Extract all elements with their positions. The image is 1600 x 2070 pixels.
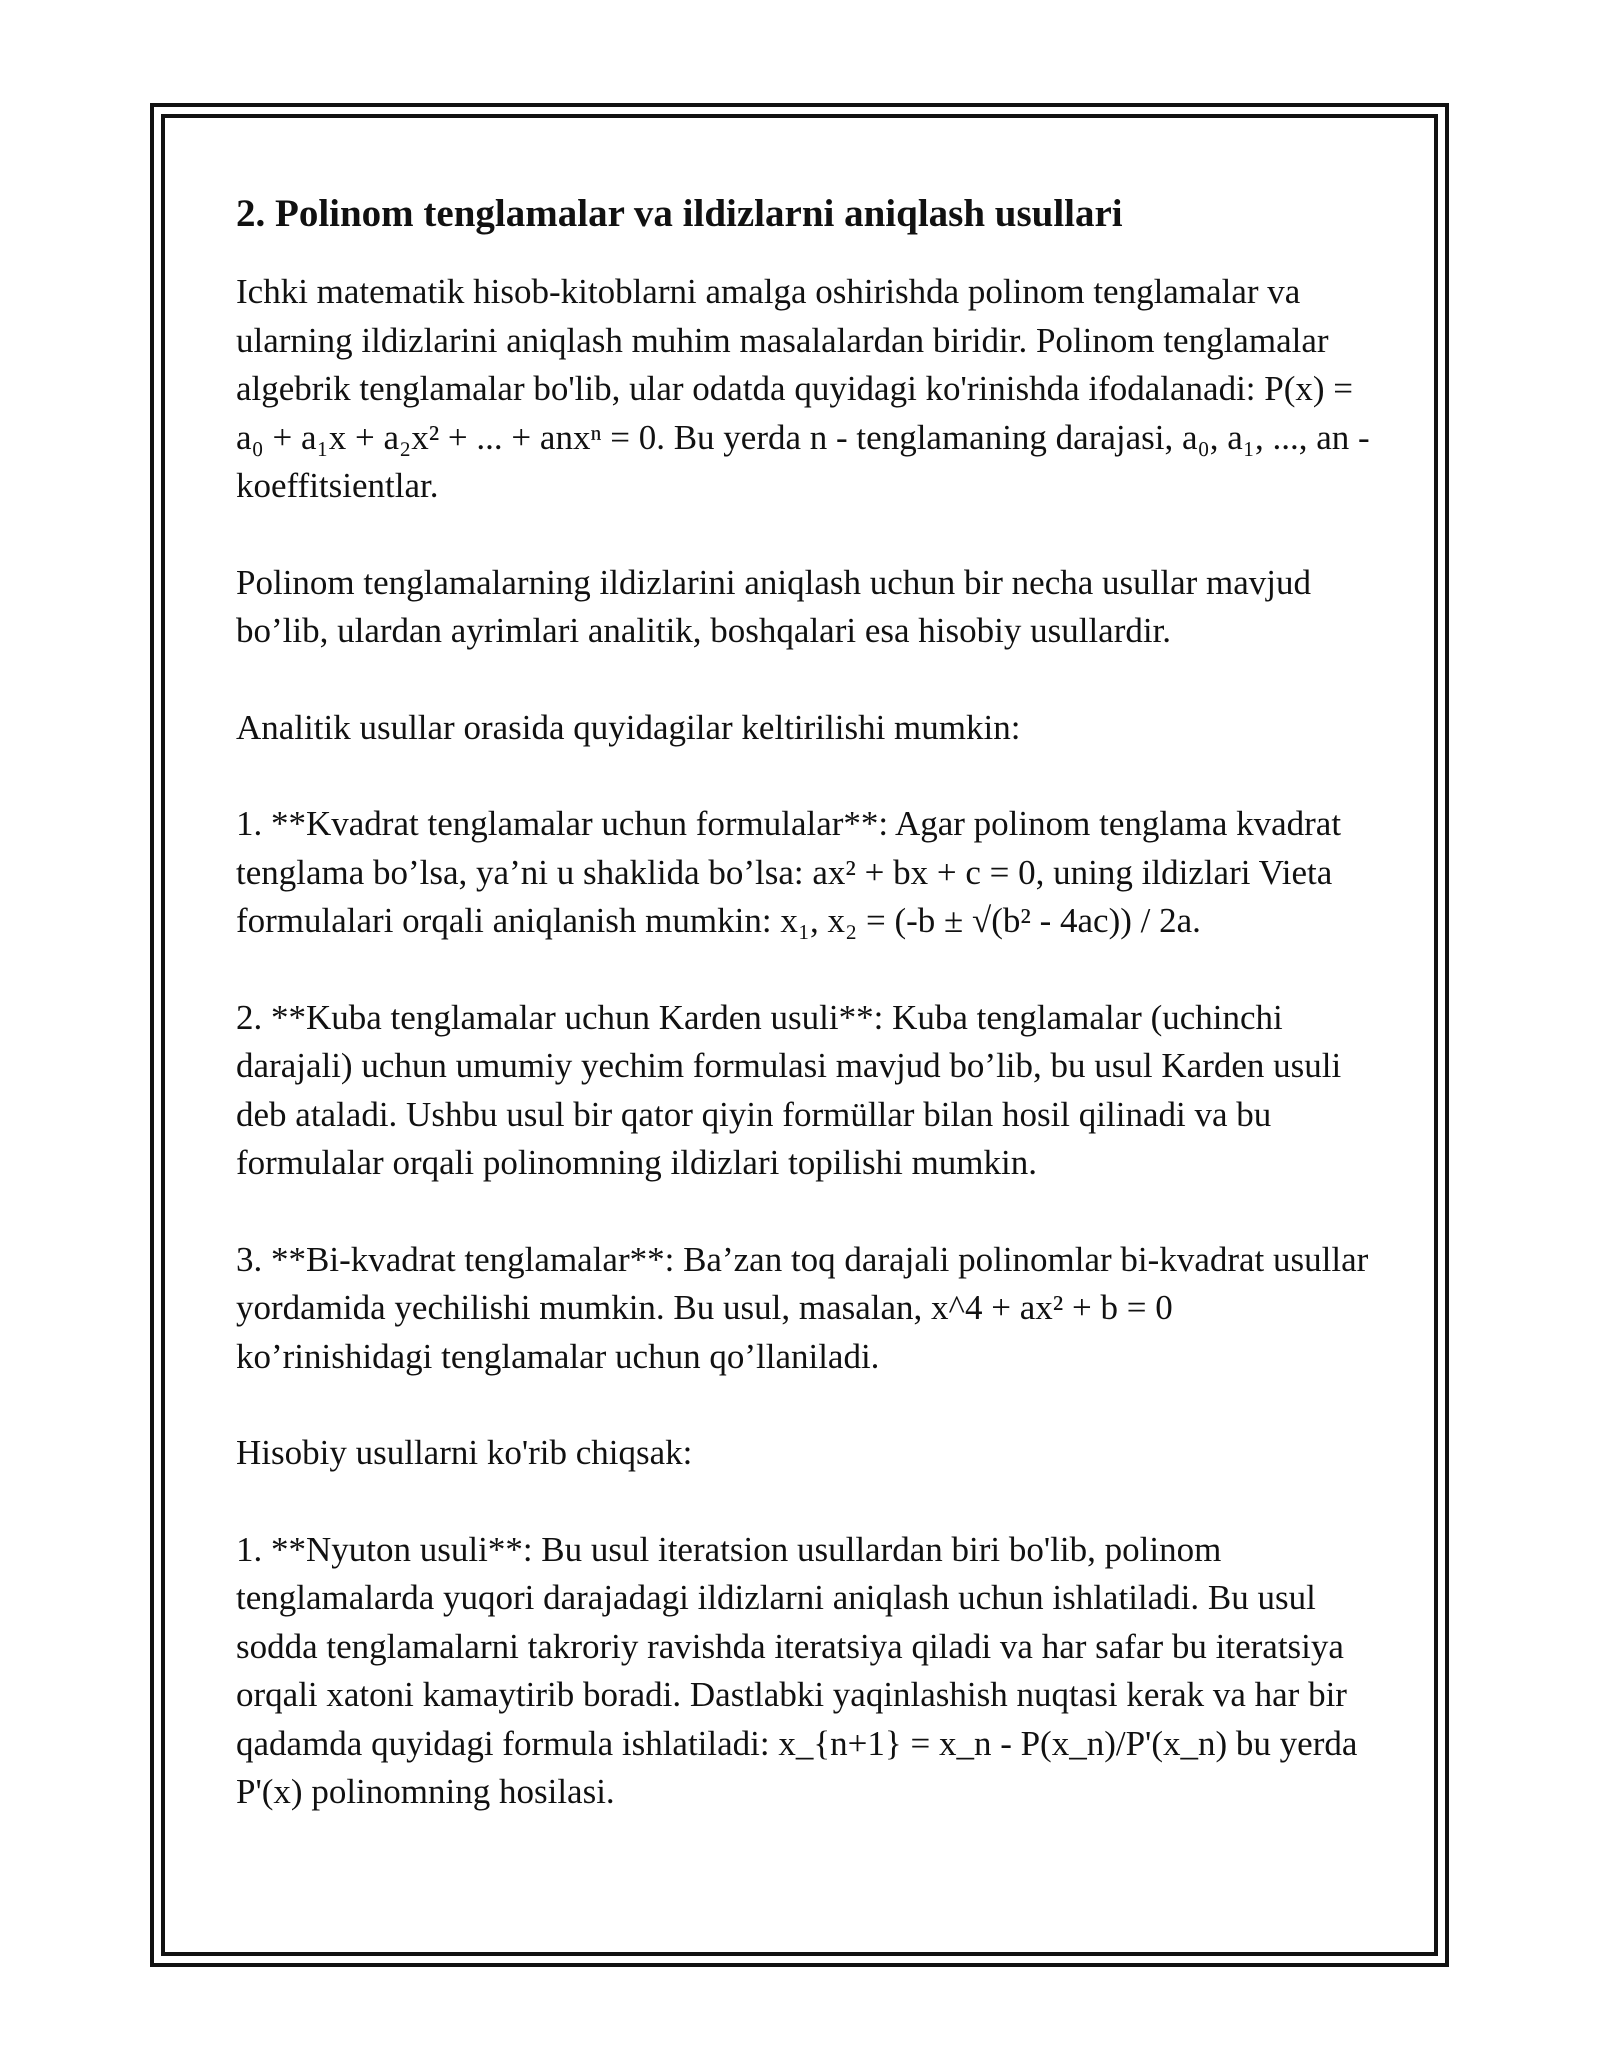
paragraph-methods-overview: Polinom tenglamalarning ildizlarini aniqlash uchun bir necha usullar mavjud bo’lib, ulardan ayrimlari analitik, boshqalari esa hisobiy usullardir.	[236, 562, 1312, 650]
list-item-biquadratic: 3. **Bi-kvadrat tenglamalar**: Ba’zan toq darajali polinomlar bi-kvadrat usullar yordamida yechilishi mumkin. Bu usul, masalan, x^4 + ax² + b = 0 ko’rinishidagi tenglamalar uchun qo’llaniladi.	[236, 1239, 1369, 1376]
paragraph-numeric-heading: Hisobiy usullarni ko'rib chiqsak:	[236, 1433, 693, 1472]
list-item-newton: 1. **Nyuton usuli**: Bu usul iteratsion usullardan biri bo'lib, polinom tenglamalarda yuqori darajadagi ildizlarni aniqlash uchun ishlatiladi. Bu usul sodda tenglamalarni takroriy ravishda iteratsiya qiladi va har safar bu iteratsiya orqali xatoni kamaytirib boradi. Dastlabki yaqinlashish nuqtasi kerak va har bir qadamda quyidagi formula ishlatiladi: x_{n+1} = x_n - P(x_n)/P'(x_n) bu yerda P'(x) polinomning hosilasi.	[236, 1529, 1358, 1811]
section-heading: 2. Polinom tenglamalar va ildizlarni aniqlash usullari	[236, 192, 1123, 235]
document-body	[236, 190, 1376, 1817]
list-item-cardano: 2. **Kuba tenglamalar uchun Karden usuli**: Kuba tenglamalar (uchinchi darajali) uchun umumiy yechim formulasi mavjud bo’lib, bu usul Karden usuli deb ataladi. Ushbu usul bir qator qiyin formüllar bilan hosil qilinadi va bu formulalar orqali polinomning ildizlari topilishi mumkin.	[236, 997, 1342, 1182]
paragraph-intro: Ichki matematik hisob-kitoblarni amalga oshirishda polinom tenglamalar va ularning ildizlarini aniqlash muhim masalalardan biridir. Polinom tenglamalar algebrik tenglamalar bo'lib, ular odatda quyidagi ko'rinishda ifodalanadi: P(x) = a₀ + a₁x + a₂x² + ... + anxⁿ = 0. Bu yerda n - tenglamaning darajasi, a₀, a₁, ..., an - koeffitsientlar.	[236, 272, 1370, 505]
paragraph-analytic-heading: Analitik usullar orasida quyidagilar keltirilishi mumkin:	[236, 707, 1021, 747]
list-item-quadratic: 1. **Kvadrat tenglamalar uchun formulalar**: Agar polinom tenglama kvadrat tenglama bo’lsa, ya’ni u shaklida bo’lsa: ax² + bx + c = 0, uning ildizlari Vieta formulalari orqali aniqlanish mumkin: x₁, x₂ = (-b ± √(b² - 4ac)) / 2a.	[236, 804, 1342, 940]
